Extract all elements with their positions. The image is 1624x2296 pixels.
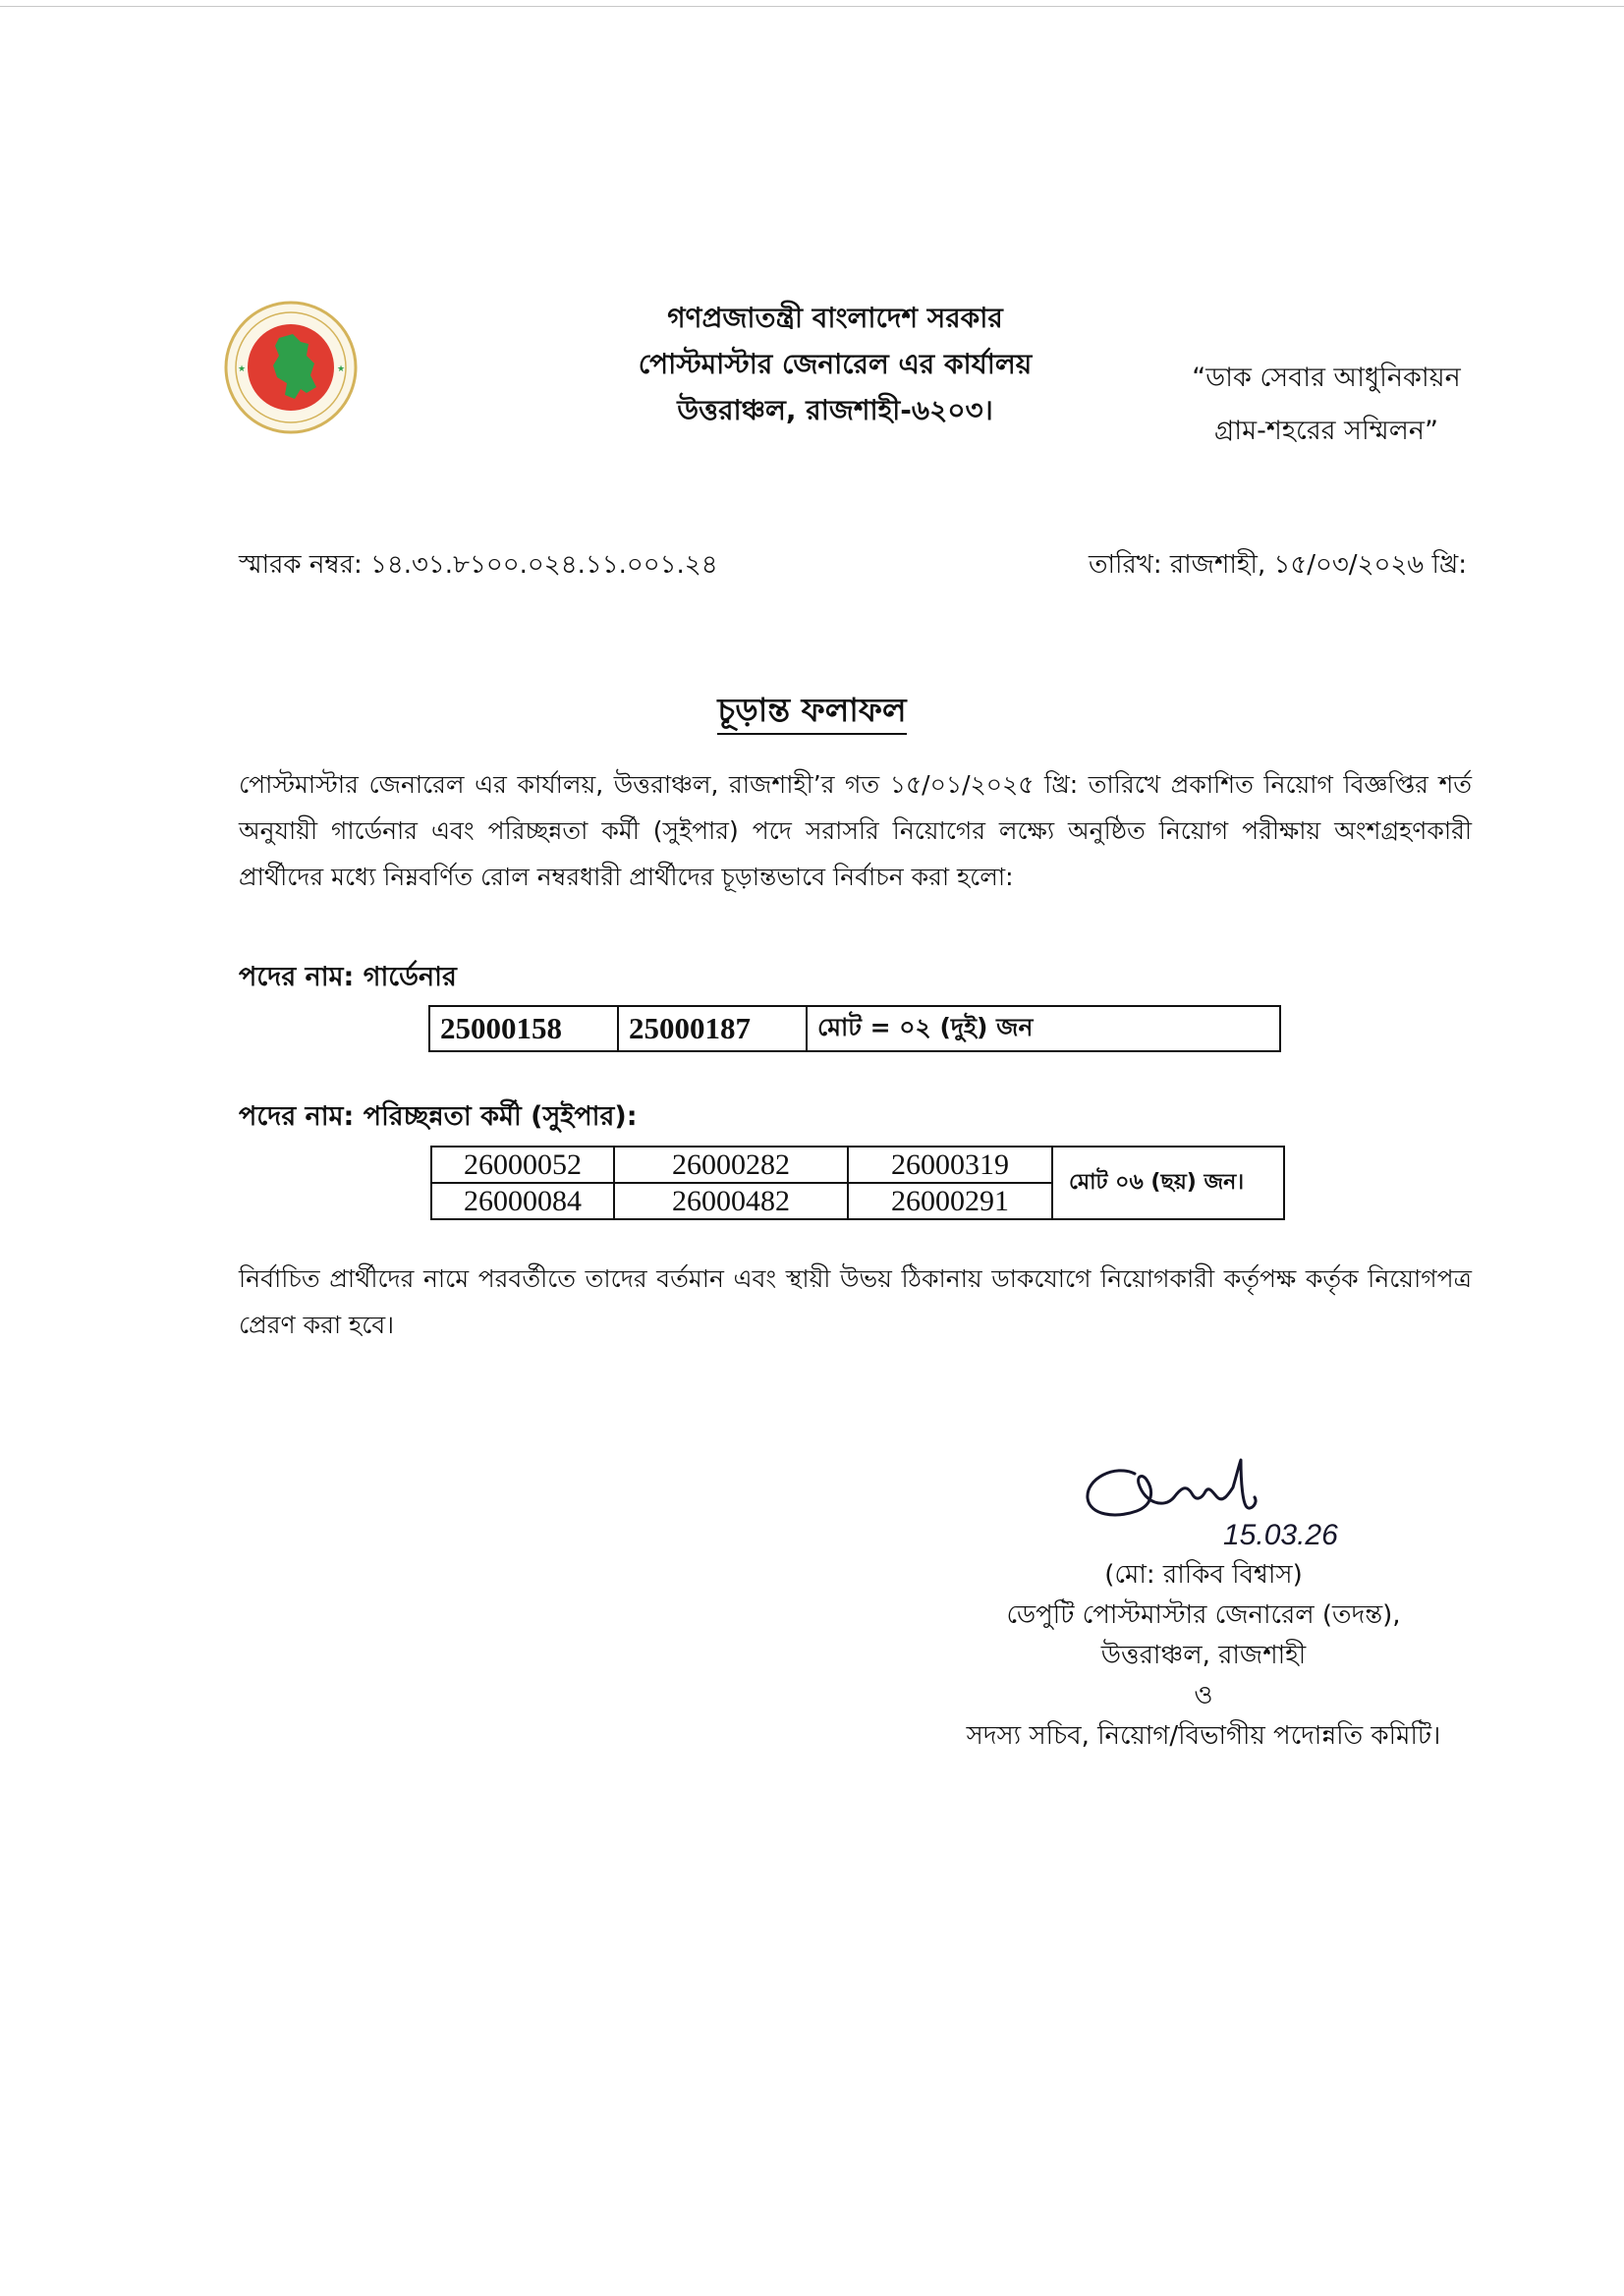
signatory-office: উত্তরাঞ্চল, রাজশাহী <box>1100 1641 1307 1670</box>
document-title-text: চূড়ান্ত ফলাফল <box>717 691 906 735</box>
slogan-line-2: গ্রাম-শহরের সম্মিলন” <box>1214 416 1438 446</box>
signature-date: 15.03.26 <box>1223 1519 1338 1551</box>
memo-number: স্মারক নম্বর: ১৪.৩১.৮১০০.০২৪.১১.০০১.২৪ <box>239 550 718 580</box>
page-top-edge <box>0 6 1624 7</box>
closing-paragraph: নির্বাচিত প্রার্থীদের নামে পরবর্তীতে তাদের বর্তমান এবং স্থায়ী উভয় ঠিকানায় ডাকযোগে নিয়োগকারী কর্তৃপক্ষ কর্তৃক নিয়োগপত্র প্রেরণ করা হবে। <box>239 1264 1472 1339</box>
post-name-gardener: পদের নাম: গার্ডেনার <box>239 962 457 992</box>
slogan <box>1140 352 1513 458</box>
table-row <box>429 1006 1280 1051</box>
gardener-total: মোট = ০২ (দুই) জন <box>807 1006 1280 1051</box>
table-row <box>431 1147 1284 1183</box>
header-government: গণপ্রজাতন্ত্রী বাংলাদেশ সরকার <box>667 302 1003 334</box>
roll-number: 26000052 <box>431 1147 614 1183</box>
government-seal-icon <box>222 299 360 436</box>
roll-number: 25000158 <box>429 1006 618 1051</box>
roll-number: 26000319 <box>848 1147 1052 1183</box>
signatory-name: (মো: রাকিব বিশ্বাস) <box>1104 1560 1303 1590</box>
roll-number: 26000482 <box>614 1183 848 1219</box>
signatory-conjunction: ও <box>1194 1681 1213 1710</box>
roll-number: 26000282 <box>614 1147 848 1183</box>
signature-block <box>884 1555 1523 1757</box>
roll-number: 25000187 <box>618 1006 807 1051</box>
issue-date: তারিখ: রাজশাহী, ১৫/০৩/২০২৬ খ্রি: <box>1088 550 1467 580</box>
sweeper-results-table <box>430 1146 1285 1220</box>
intro-paragraph: পোস্টমাস্টার জেনারেল এর কার্যালয়, উত্তরাঞ্চল, রাজশাহী’র গত ১৫/০১/২০২৫ খ্রি: তারিখে প্রকাশিত নিয়োগ বিজ্ঞপ্তির শর্ত অনুযায়ী গার্ডেনার এবং পরিচ্ছন্নতা কর্মী (সুইপার) পদে সরাসরি নিয়োগের লক্ষ্যে অনুষ্ঠিত নিয়োগ পরীক্ষায় অংশগ্রহণকারী প্রার্থীদের মধ্যে নিম্নবর্ণিত রোল নম্বরধারী প্রার্থীদের চূড়ান্তভাবে নির্বাচন করা হলো: <box>239 770 1472 891</box>
handwritten-signature <box>1076 1454 1390 1562</box>
svg-text:★: ★ <box>238 364 247 374</box>
office-header <box>511 295 1159 433</box>
signatory-designation: ডেপুটি পোস্টমাস্টার জেনারেল (তদন্ত), <box>1006 1600 1401 1630</box>
sweeper-total: মোট ০৬ (ছয়) জন। <box>1052 1147 1284 1219</box>
roll-number: 26000084 <box>431 1183 614 1219</box>
header-address: উত্তরাঞ্চল, রাজশাহী-৬২০৩। <box>677 394 993 426</box>
roll-number: 26000291 <box>848 1183 1052 1219</box>
header-office: পোস্টমাস্টার জেনারেল এর কার্যালয় <box>638 348 1033 380</box>
post-name-sweeper: পদের নাম: পরিচ্ছন্নতা কর্মী (সুইপার): <box>239 1101 638 1132</box>
signatory-role: সদস্য সচিব, নিয়োগ/বিভাগীয় পদোন্নতি কমিটি। <box>966 1721 1441 1751</box>
slogan-line-1: “ডাক সেবার আধুনিকায়ন <box>1192 363 1461 393</box>
gardener-results-table <box>428 1005 1281 1052</box>
svg-text:★: ★ <box>337 364 346 374</box>
document-title <box>0 685 1624 740</box>
